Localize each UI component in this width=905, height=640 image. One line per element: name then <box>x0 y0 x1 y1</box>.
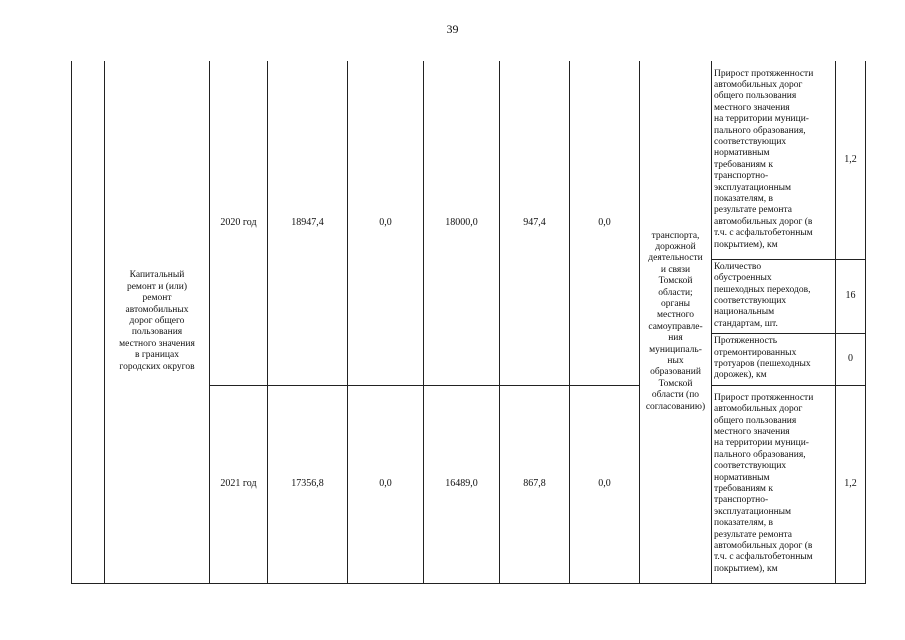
local-cell: 867,8 <box>500 385 570 583</box>
indicator-value: 0 <box>836 333 866 385</box>
indicator-value: 1,2 <box>836 61 866 259</box>
page-number: 39 <box>446 22 459 36</box>
table-row <box>72 61 866 259</box>
indicator-value: 16 <box>836 259 866 333</box>
regional-cell: 16489,0 <box>424 385 500 583</box>
object-name: Капитальный ремонт и (или) ремонт автомобильных дорог общего пользования местного значения в границах городских округов <box>119 270 195 372</box>
program-table <box>71 61 866 584</box>
total-cell: 18947,4 <box>268 61 348 385</box>
federal-cell: 0,0 <box>348 61 424 385</box>
indicator-text: Прирост протяженности автомобильных дорог общего пользования местного значения на территории муници- пального образования, соответствующих нормативным требованиям к транспортно- эксплуатационным показателям, в результате ремонта автомобильных дорог (в т.ч. с асфальтобетонным покрытием), км <box>714 68 814 250</box>
indicator-text: Протяженность отремонтированных тротуаров (пешеходных дорожек), км <box>714 336 811 381</box>
indicator-cell <box>712 61 836 259</box>
regional-cell: 18000,0 <box>424 61 500 385</box>
other-cell: 0,0 <box>570 385 640 583</box>
indicator-value: 1,2 <box>836 385 866 583</box>
indicator-cell <box>712 385 836 583</box>
executor-text: транспорта, дорожной деятельности и связи Томской области; органы местного самоуправле- ния муниципаль- ных образований Томской области (по согласованию) <box>645 230 706 412</box>
indicator-cell <box>712 259 836 333</box>
indicator-cell <box>712 333 836 385</box>
local-cell: 947,4 <box>500 61 570 385</box>
indicator-text: Количество обустроенных пешеходных переходов, соответствующих национальным стандартам, шт. <box>714 261 811 329</box>
total-cell: 17356,8 <box>268 385 348 583</box>
federal-cell: 0,0 <box>348 385 424 583</box>
indicator-text: Прирост протяженности автомобильных дорог общего пользования местного значения на территории муници- пального образования, соответствующих нормативным требованиям к транспортно- эксплуатационным показателям, в результате ремонта автомобильных дорог (в т.ч. с асфальтобетонным покрытием), км <box>714 392 814 574</box>
index-cell <box>72 61 105 583</box>
object-name-cell <box>105 61 210 583</box>
year-cell: 2021 год <box>210 385 268 583</box>
other-cell: 0,0 <box>570 61 640 385</box>
year-cell: 2020 год <box>210 61 268 385</box>
executor-cell <box>640 61 712 583</box>
